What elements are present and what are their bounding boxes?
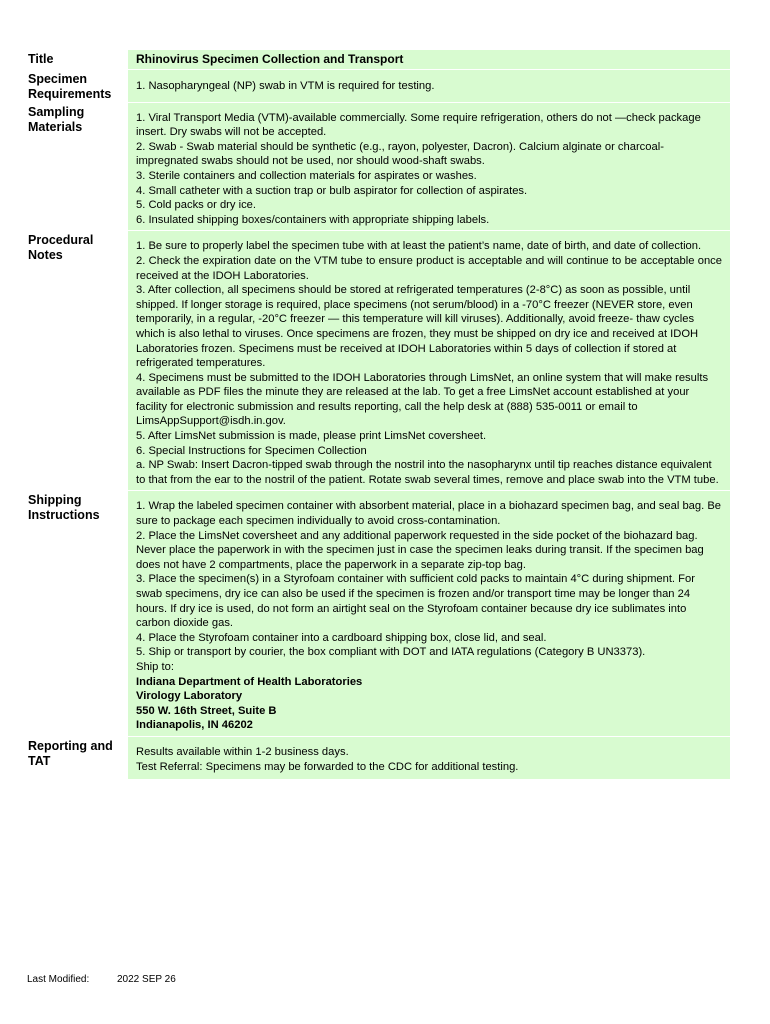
reporting-item: Test Referral: Specimens may be forwarded to the CDC for additional testing. [136, 760, 519, 773]
address-line: 550 W. 16th Street, Suite B [136, 704, 277, 717]
sampling-materials-content [128, 103, 730, 231]
procedural-note-item: 4. Specimens must be submitted to the IDOH Laboratories through LimsNet, an online system that will make results available as PDF files the minute they are released at the lab. To get a free LimsNet account established at your facility for electronic submission and results reporting, call the help desk at (888) 535-0011 or email to LimsAppSupport@isdh.in.gov. [136, 371, 709, 428]
procedural-note-item: 2. Check the expiration date on the VTM tube to ensure product is acceptable and will continue to be acceptable once received at the IDOH Laboratories. [136, 254, 722, 282]
reporting-content [128, 737, 730, 779]
shipping-instruction-item: 2. Place the LimsNet coversheet and any additional paperwork requested in the side pocket of the biohazard bag. Never place the paperwork in with the specimen just in case the specimen leaks during transit. If the specimen bag does not have 2 compartments, place the paperwork in a separate zip-top bag. [136, 529, 704, 571]
sampling-material-item: 5. Cold packs or dry ice. [136, 199, 257, 212]
shipping-instructions-label: Shipping Instructions [28, 493, 100, 523]
shipping-instruction-item: 3. Place the specimen(s) in a Styrofoam container with sufficient cold packs to maintain 4°C during shipment. For swab specimens, dry ice can also be used if the specimen is frozen and/or transport time may be longer than 24 hours. If dry ice is used, do not form an airtight seal on the Styrofoam container because dry ice sublimates into carbon dioxide gas. [136, 573, 695, 630]
procedural-notes-label: Procedural Notes [28, 233, 94, 263]
procedural-note-item: 5. After LimsNet submission is made, please print LimsNet coversheet. [136, 430, 487, 443]
shipping-instruction-item: 5. Ship or transport by courier, the box compliant with DOT and IATA regulations (Category B UN3373). [136, 646, 646, 659]
address-line: Indianapolis, IN 46202 [136, 719, 253, 732]
reporting-item: Results available within 1-2 business days. [136, 745, 349, 758]
shipping-instructions-content [128, 491, 730, 736]
address-line: Indiana Department of Health Laboratories [136, 675, 363, 688]
reporting-row [26, 737, 730, 780]
procedural-note-item: a. NP Swab: Insert Dacron-tipped swab through the nostril into the nasopharynx until tip reaches distance equivalent to that from the ear to the nostril of the patient. Rotate swab several times, remove and place swab into the VTM tube. [136, 459, 719, 486]
title-label: Title [28, 52, 54, 66]
specimen-requirements-label: Specimen Requirements [28, 71, 112, 101]
specimen-requirements-row [26, 70, 730, 103]
last-modified-label: Last Modified: [27, 974, 90, 985]
procedural-notes-row [26, 231, 730, 491]
address-line: Virology Laboratory [136, 690, 243, 703]
specimen-requirements-content [128, 70, 730, 102]
sampling-materials-label: Sampling Materials [28, 104, 85, 134]
specimen-info-table [26, 50, 730, 780]
title-row [26, 50, 730, 70]
last-modified-date: 2022 SEP 26 [117, 974, 176, 985]
sampling-material-item: 1. Viral Transport Media (VTM)-available commercially. Some require refrigeration, others do not —check package insert. Dry swabs will not be accepted. [136, 111, 701, 139]
shipping-instruction-item: 1. Wrap the labeled specimen container with absorbent material, place in a biohazard specimen bag, and seal bag. Be sure to package each specimen individually to avoid cross-contamination. [136, 500, 722, 528]
procedural-notes-content [128, 231, 730, 490]
ship-to-label: Ship to: [136, 660, 174, 673]
sampling-material-item: 6. Insulated shipping boxes/containers with appropriate shipping labels. [136, 213, 490, 226]
procedural-note-item: 3. After collection, all specimens should be stored at refrigerated temperatures (2-8°C) as soon as possible, until shipped. If longer storage is required, place specimens (not serum/blood) in a -70°C freezer (NEVER store, even temporarily, in a regular, -20°C freezer — this temperature will kill viruses). Additionally, avoid freeze- thaw cycles which is also lethal to viruses. Once specimens are frozen, they must be shipped on dry ice and received at IDOH Laboratories frozen. Specimens must be received at IDOH Laboratories within 5 days of collection if stored at refrigerated temperatures. [136, 284, 699, 370]
shipping-instructions-row [26, 491, 730, 737]
footer [27, 974, 176, 986]
sampling-material-item: 3. Sterile containers and collection materials for aspirates or washes. [136, 169, 477, 182]
procedural-note-item: 6. Special Instructions for Specimen Collection [136, 444, 367, 457]
shipping-instruction-item: 4. Place the Styrofoam container into a cardboard shipping box, close lid, and seal. [136, 631, 547, 644]
procedural-note-item: 1. Be sure to properly label the specimen tube with at least the patient’s name, date of birth, and date of collection. [136, 240, 702, 253]
sampling-materials-row [26, 103, 730, 232]
document-title: Rhinovirus Specimen Collection and Transport [128, 50, 730, 69]
sampling-material-item: 4. Small catheter with a suction trap or bulb aspirator for collection of aspirates. [136, 184, 528, 197]
sampling-material-item: 2. Swab - Swab material should be synthetic (e.g., rayon, polyester, Dacron). Calcium alginate or charcoal-impregnated swabs should not be used, nor should wood-shaft swabs. [136, 140, 664, 168]
reporting-label: Reporting and TAT [28, 738, 113, 768]
specimen-requirement-item: 1. Nasopharyngeal (NP) swab in VTM is required for testing. [136, 79, 435, 92]
